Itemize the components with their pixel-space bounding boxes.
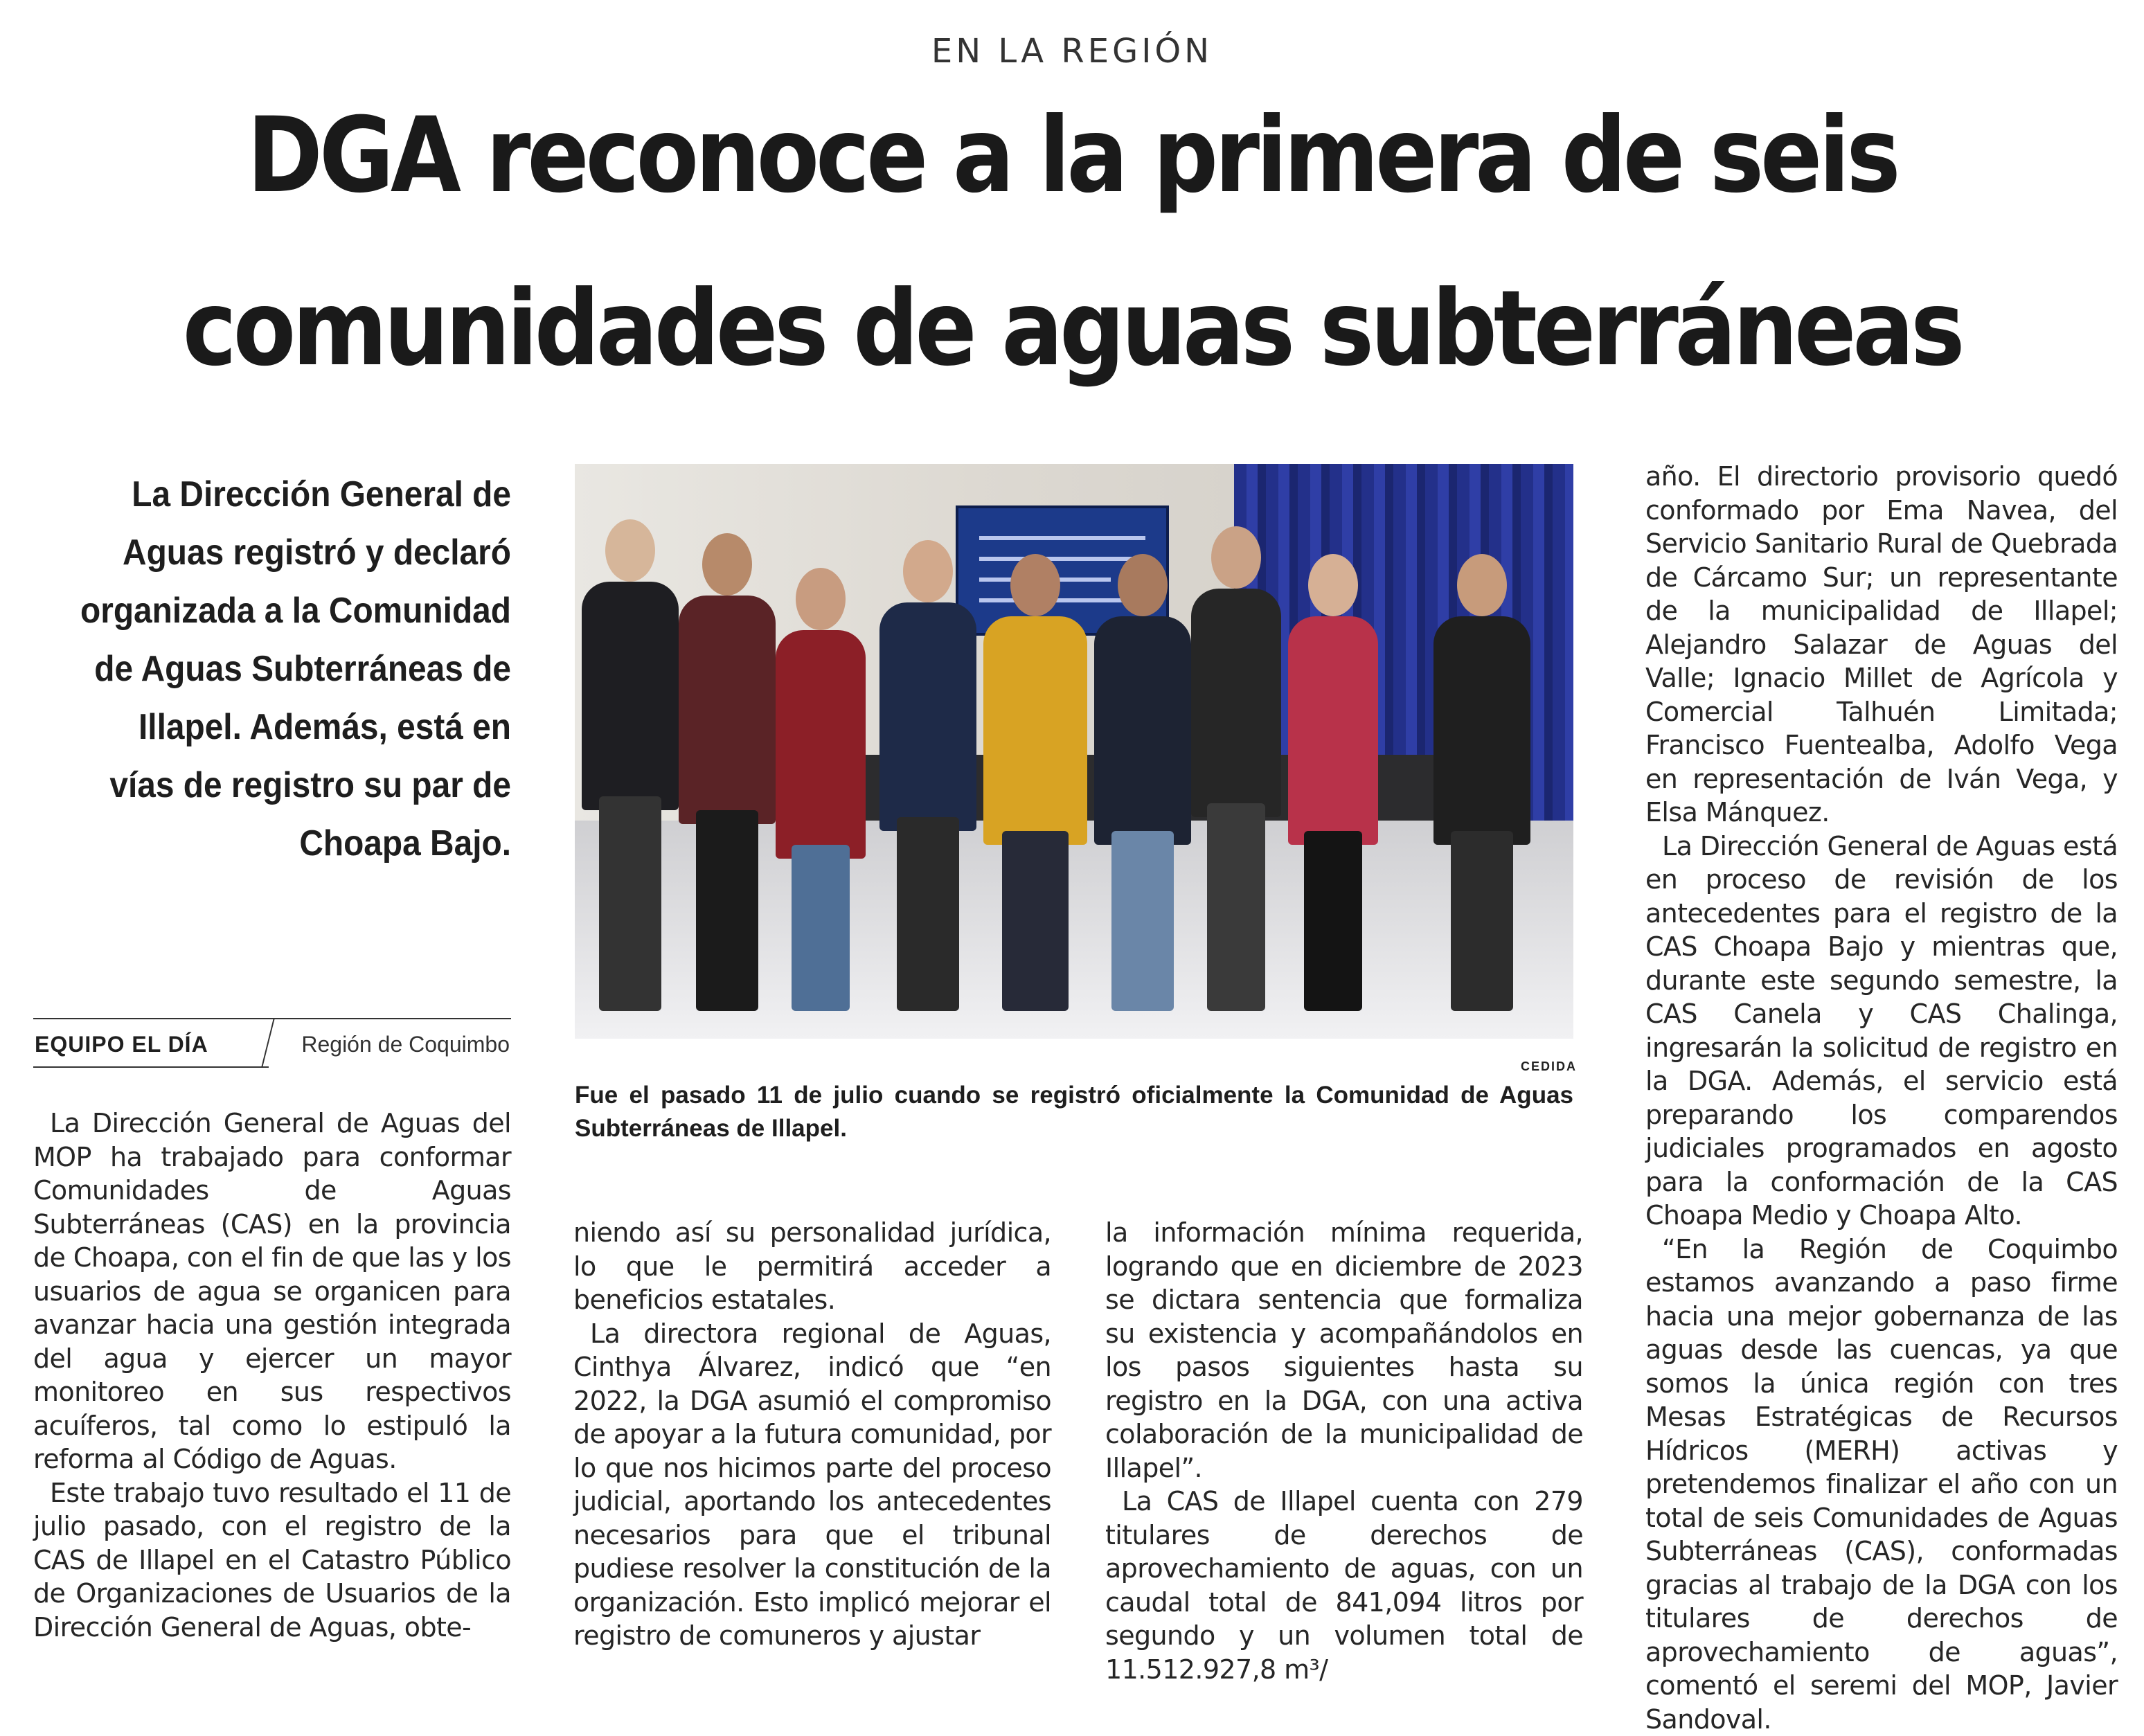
photo-person — [879, 540, 976, 1011]
photo-person — [582, 519, 679, 1011]
body-paragraph: La CAS de Illapel cuenta con 279 titulares de derechos de aprovechamiento de aguas, con un caudal total de 841,094 litros por segundo y un volumen total de 11.512.927,8 m³/ — [1105, 1485, 1583, 1686]
photo-person — [679, 533, 776, 1011]
body-paragraph: año. El directorio provisorio quedó conformado por Ema Navea, del Servicio Sanitario Rural de Quebrada de Cárcamo Sur; un representante de la municipalidad de Illapel; Alejandro Salazar de Aguas del Valle; Ignacio Millet de Agrícola y Comercial Talhuén Limitada; Francisco Fuentealba, Adolfo Vega en representación de Iván Vega, y Elsa Mánquez. — [1645, 460, 2118, 830]
body-paragraph: La Dirección General de Aguas está en proceso de revisión de los antecedentes para el registro de la CAS Choapa Bajo y mientras que, durante este segundo semestre, la CAS Canela y CAS Chalinga, ingresarán la solicitud de registro en la DGA. Además, el servicio está preparando los comparendos judiciales programados en agosto para la conformación de la CAS Choapa Medio y Choapa Alto. — [1645, 830, 2118, 1233]
byline-underline — [33, 1066, 269, 1068]
photo-person — [1094, 554, 1191, 1011]
body-column-1 — [33, 1107, 511, 1644]
body-paragraph: niendo así su personalidad jurídica, lo que le permitirá acceder a beneficios estatales. — [573, 1216, 1051, 1317]
photo-caption: Fue el pasado 11 de julio cuando se registró oficialmente la Comunidad de Aguas Subterráneas de Illapel. — [575, 1079, 1573, 1145]
photo-credit: CEDIDA — [1521, 1059, 1573, 1074]
body-paragraph: La Dirección General de Aguas del MOP ha trabajado para conformar Comunidades de Aguas Subterráneas (CAS) en la provincia de Choapa, con el fin de que las y los usuarios de agua se organicen para avanzar hacia una gestión integrada del agua y ejercer un mayor monitoreo en sus respectivos acuíferos, tal como lo estipuló la reforma al Código de Aguas. — [33, 1107, 511, 1476]
body-paragraph: la información mínima requerida, logrando que en diciembre de 2023 se dictara sentencia que formaliza su existencia y acompañándolos en los pasos siguientes hasta su registro en la DGA, con una activa colaboración de la municipalidad de Illapel”. — [1105, 1216, 1583, 1485]
photo-person — [1433, 554, 1530, 1011]
headline-line-1: DGA reconoce a la primera de seis — [177, 104, 1967, 208]
section-label: EN LA REGIÓN — [0, 32, 2144, 71]
byline — [33, 1018, 511, 1068]
body-column-4 — [1645, 460, 2118, 1736]
byline-divider — [262, 1019, 275, 1066]
body-column-3 — [1105, 1216, 1583, 1686]
body-paragraph: Este trabajo tuvo resultado el 11 de julio pasado, con el registro de la CAS de Illapel en el Catastro Público de Organizaciones de Usuarios de la Dirección General de Aguas, obte- — [33, 1476, 511, 1645]
headline-line-2: comunidades de aguas subterráneas — [177, 277, 1967, 381]
photo-person — [1191, 526, 1281, 1011]
body-column-2 — [573, 1216, 1051, 1653]
byline-author: EQUIPO EL DÍA — [35, 1032, 208, 1057]
photo-person — [1288, 554, 1378, 1011]
lead-paragraph: La Dirección General de Aguas registró y declaró organizada a la Comunidad de Aguas Subterráneas de Illapel. Además, está en vías de registro su par de Choapa Bajo. — [71, 465, 511, 873]
photo-person — [983, 554, 1087, 1011]
byline-region: Región de Coquimbo — [301, 1032, 510, 1057]
group-photo — [575, 464, 1573, 1039]
photo-person — [776, 568, 866, 1011]
body-paragraph: “En la Región de Coquimbo estamos avanzando a paso firme hacia una mejor gobernanza de las aguas desde las cuencas, ya que somos la única región con tres Mesas Estratégicas de Recursos Hídricos (MERH) activas y pretendemos finalizar el año con un total de seis Comunidades de Aguas Subterráneas (CAS), conformadas gracias al trabajo de la DGA con los titulares de derechos de aprovechamiento de aguas”, comentó el seremi del MOP, Javier Sandoval. — [1645, 1233, 2118, 1736]
body-paragraph: La directora regional de Aguas, Cinthya Álvarez, indicó que “en 2022, la DGA asumió el compromiso de apoyar a la futura comunidad, por lo que nos hicimos parte del proceso judicial, aportando los antecedentes necesarios para que el tribunal pudiese resolver la constitución de la organización. Esto implicó mejorar el registro de comuneros y ajustar — [573, 1317, 1051, 1653]
